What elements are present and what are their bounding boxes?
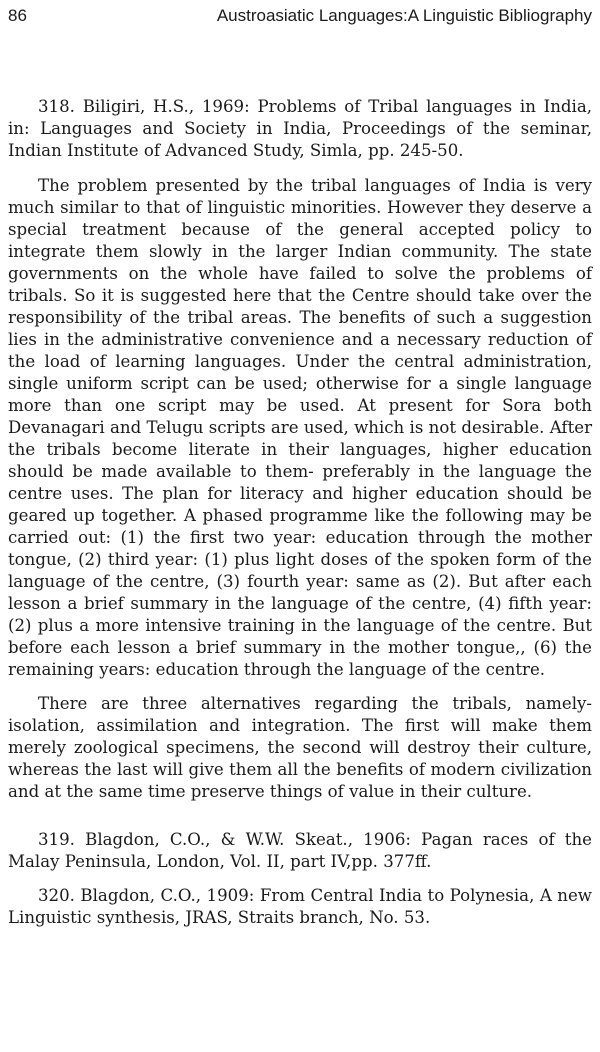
entry-320-citation: 320. Blagdon, C.O., 1909: From Central India to Polynesia, A new Linguistic synthesis, JRAS, Straits branch, No. 53.: [8, 886, 592, 927]
entry-318-abstract-paragraph: There are three alternatives regarding the tribals, namely-isolation, assimilation and integration. The first will make them merely zoological specimens, the second will destroy their culture, whereas the last will give them all the benefits of modern civilization and at the same time preserve things of value in their culture.: [8, 694, 592, 801]
entry-319-citation: 319. Blagdon, C.O., & W.W. Skeat., 1906: Pagan races of the Malay Peninsula, London, Vol. II, part IV,pp. 377ff.: [8, 830, 592, 871]
page-header: [8, 4, 592, 28]
running-title: Austroasiatic Languages:A Linguistic Bibliography: [216, 6, 592, 25]
page-body: [8, 96, 592, 941]
entry-318-abstract-paragraph: The problem presented by the tribal languages of India is very much similar to that of linguistic minorities. However they deserve a special treatment because of the general accepted policy to integrate them slowly in the larger Indian community. The state governments on the whole have failed to solve the problems of tribals. So it is suggested here that the Centre should take over the responsibility of the tribal areas. The benefits of such a suggestion lies in the administrative convenience and a necessary reduction of the load of learning languages. Under the central administration, single uniform script can be used; otherwise for a single language more than one script may be used. At present for Sora both Devanagari and Telugu scripts are used, which is not desirable. After the tribals become literate in their languages, higher education should be made available to them- preferably in the language the centre uses. The plan for literacy and higher education should be geared up together. A phased programme like the following may be carried out: (1) the first two year: education through the mother tongue, (2) third year: (1) plus light doses of the spoken form of the language of the centre, (3) fourth year: same as (2). But after each lesson a brief summary in the language of the centre, (4) fifth year: (2) plus a more intensive training in the language of the centre. But before each lesson a brief summary in the mother tongue,, (6) the remaining years: education through the language of the centre.: [8, 176, 592, 679]
entry-318-citation: 318. Biligiri, H.S., 1969: Problems of Tribal languages in India, in: Languages and Society in India, Proceedings of the seminar, Indian Institute of Advanced Study, Simla, pp. 245-50.: [8, 97, 592, 160]
page-number: 86: [8, 6, 27, 25]
